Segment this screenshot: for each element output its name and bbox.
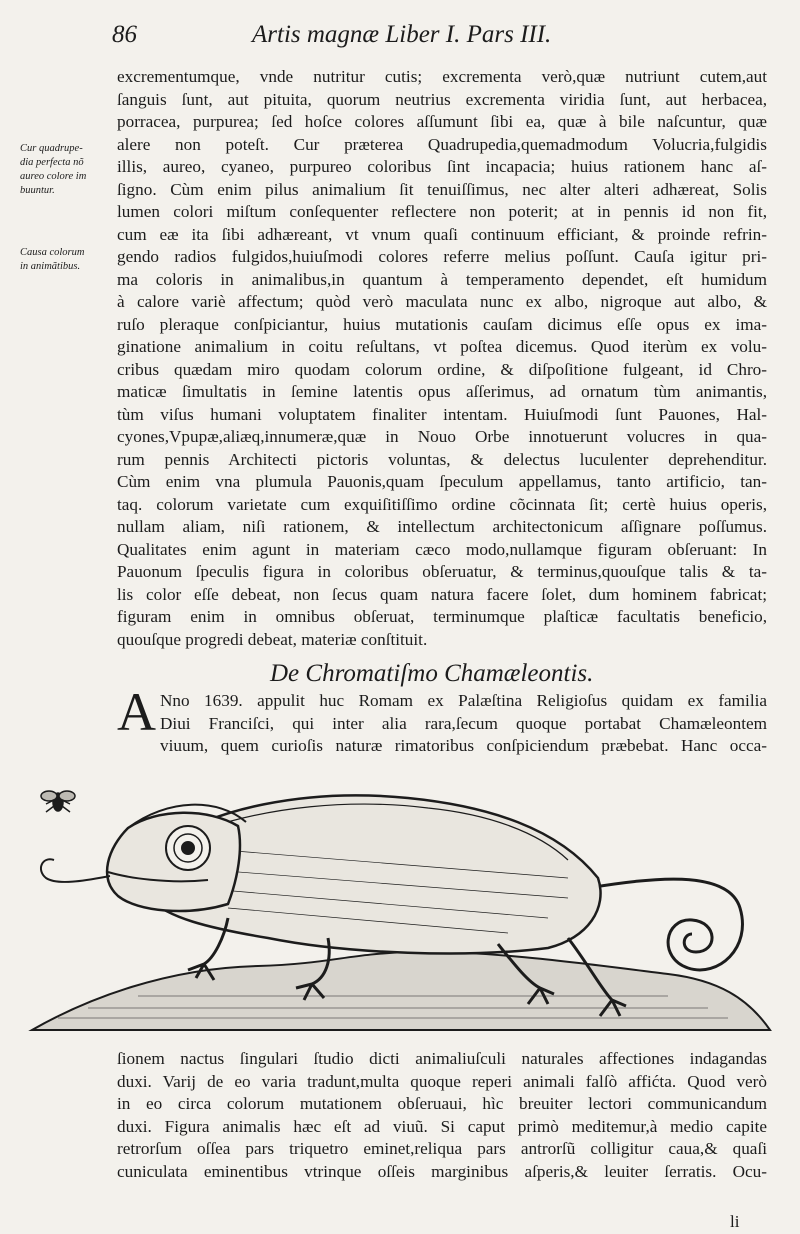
text-line: rum pennis Architecti pictoris voluntas, & delectus luculenter deprehenditur. — [117, 449, 767, 469]
text-line: retrorſum oſſea pars triquetro eminet,reliqua pars antrorſũ colligitur caua,& quaſi — [117, 1139, 767, 1158]
text-line: in eo circa colorum mutationem obſeruaui, hìc breuiter lectori communicandum — [117, 1094, 767, 1113]
closing-paragraph — [117, 1048, 767, 1183]
text-line: taq. colorum varietate cum exquiſitiſſimo ordine cõcinnata ſit; certè huius operis, — [117, 494, 767, 514]
text-line: ſanguis ſunt, aut pituita, quorum neutrius excrementa viridia ſunt, aut herbacea, — [117, 89, 767, 109]
text-line: tùm viſus humani voluptatem finaliter intentam. Huiuſmodi ſunt Pauones, Hal- — [117, 404, 767, 424]
text-line: nullam aliam, niſi rationem, & intellectum architectonicum aſſignare poſſumus. — [117, 517, 767, 536]
text-line: cum eæ ita ſibi adhæreant, vt vnum quaſi continuum efficiant, & proinde refrin- — [117, 224, 767, 244]
text-line: gendo radios fulgidos,huiuſmodi colores referre melius poſſunt. Cauſa igitur pri- — [117, 247, 767, 266]
text-line: ma coloris in animalibus,in quantum à temperamento dependet, eſt humidum — [117, 269, 767, 289]
margin-note-line: aureo colore im — [20, 171, 87, 182]
margin-note-line: Cur quadrupe- — [20, 143, 83, 154]
text-line: lumen colori miſtum conſequenter reflectere non poterit; at in pennis id non fit, — [117, 202, 767, 221]
text-line: viuum, quem curioſis naturæ rimatoribus conſpiciendum præbebat. Hanc occa- — [160, 736, 767, 755]
text-line: à calore variè affectum; quòd verò maculata nunc ex albo, nigroque aut albo, & — [117, 292, 767, 311]
chameleon-woodcut-illustration — [28, 768, 776, 1050]
text-line: Diui Franciſci, qui inter alia rara,ſecum quoque portabat Chamæleontem — [160, 713, 767, 733]
margin-note-quadrupeds — [20, 142, 86, 198]
main-text-block — [117, 66, 767, 651]
text-line: excrementumque, vnde nutritur cutis; excrementa verò,quæ nutriunt cutem,aut — [117, 67, 767, 86]
text-line: Nno 1639. appulit huc Romam ex Palæſtina Religioſus quidam ex familia — [160, 691, 767, 710]
margin-note-line: buuntur. — [20, 185, 55, 196]
margin-note-color-cause — [20, 246, 84, 274]
catchword: li — [730, 1212, 740, 1231]
text-line: ſigno. Cùm enim pilus animalium ſit tenuiſſimus, nec alter alteri adhæreat, Solis — [117, 179, 767, 199]
page-number: 86 — [112, 21, 137, 48]
section-opening-paragraph — [160, 690, 767, 758]
text-line: Qualitates enim agunt in materiam cæco modo,nullamque figuram obſeruant: In — [117, 539, 767, 559]
running-title: Artis magnæ Liber I. Pars III. — [252, 21, 552, 48]
text-line: Cùm enim vna plumula Pauonis,quam ſpeculum appellamus, tanto artificio, tan- — [117, 472, 767, 491]
text-line: duxi. Figura animalis hæc eſt ad viuũ. Si caput primò meditemur,à medio capite — [117, 1116, 767, 1136]
running-header — [112, 18, 752, 52]
margin-note-line: Causa colorum — [20, 247, 85, 258]
section-heading: De Chromatiſmo Chamæleontis. — [270, 660, 594, 687]
text-line: lis color eſſe debeat, non ſecus quam natura facere ſolet, dum hominem fabricat; — [117, 584, 767, 604]
drop-capital: A — [117, 682, 156, 742]
text-line: alere non poteſt. Cur præterea Quadrupedia,quemadmodum Volucria,fulgidis — [117, 134, 767, 154]
text-line: ſionem nactus ſingulari ſtudio dicti animaliuſculi naturales affectiones indagandas — [117, 1049, 767, 1068]
text-line: cribus quædam miro quodam colorum ordine, & diſpoſitione fulgeant, id Chro- — [117, 359, 767, 379]
margin-note-line: in animãtibus. — [20, 261, 81, 272]
margin-note-line: dia perfecta nõ — [20, 157, 84, 168]
text-line: figuram enim in omnibus obſeruat, terminumque plaſticæ facultatis beneficio, — [117, 607, 767, 626]
text-line: duxi. Varij de eo varia tradunt,multa quoque reperi animali falſò affićta. Quod verò — [117, 1071, 767, 1091]
text-line: porracea, purpurea; ſed hoſce colores aſſumunt ſibi ea, quæ à bile naſcuntur, quæ — [117, 112, 767, 131]
text-line: maticæ ſimultatis in ſemine latentis opus aſſerimus, ad ornatum tùm animantis, — [117, 382, 767, 401]
text-line: quouſque progredi debeat, materiæ conſtituit. — [117, 629, 428, 649]
text-line: ginatione animalium in coitu reſultans, vt poſtea dicemus. Quod iterùm ex volu- — [117, 337, 767, 356]
text-line: illis, aureo, cyaneo, purpureo coloribus ſint incapacia; huius rationem hanc aſ- — [117, 157, 767, 176]
text-line: Pauonum ſpeculis figura in coloribus obſeruatur, & terminus,quouſque talis & ta- — [117, 562, 767, 581]
text-line: cuniculata eminentibus vtrinque oſſeis marginibus aſperis,& leuiter ſerratis. Ocu- — [117, 1161, 767, 1181]
text-line: ruſo pleraque conſpiciantur, huius mutationis cauſam dicimus eſſe opus ex ima- — [117, 314, 767, 334]
text-line: cyones,Vpupæ,aliæq,innumeræ,quæ in Nouo Orbe innotuerunt volucres in qua- — [117, 427, 767, 446]
